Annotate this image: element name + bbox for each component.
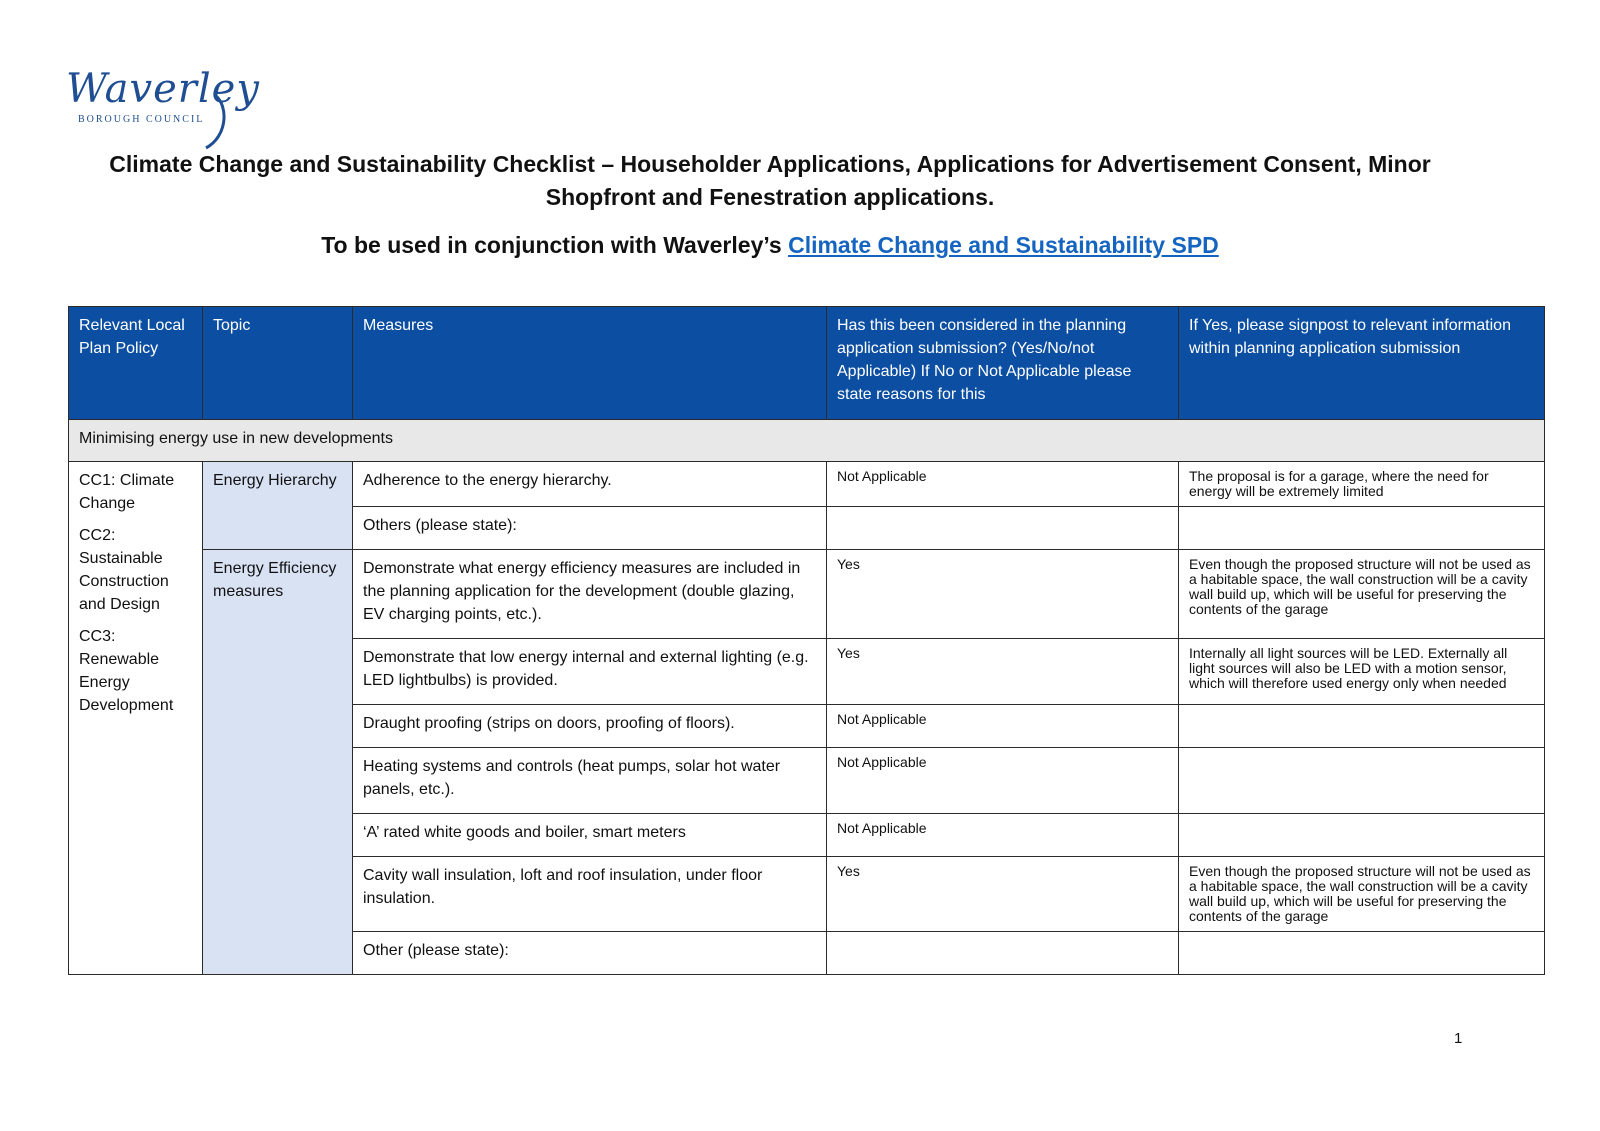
measure-cell: Adherence to the energy hierarchy. bbox=[353, 462, 827, 507]
header-policy: Relevant Local Plan Policy bbox=[69, 307, 203, 420]
policy-cc1: CC1: Climate Change bbox=[79, 472, 175, 512]
page-number: 1 bbox=[1454, 1030, 1463, 1047]
logo-wordmark: Waverley bbox=[66, 66, 260, 112]
document-title: Climate Change and Sustainability Checklist – Householder Applications, Applications for Advertisement Consent, Minor Shopfront and Fenestration applications. bbox=[109, 151, 1431, 210]
table-header-row bbox=[69, 307, 1545, 420]
measure-cell: Cavity wall insulation, loft and roof insulation, under floor insulation. bbox=[353, 857, 827, 932]
considered-cell: Not Applicable bbox=[827, 748, 1179, 814]
section-title: Minimising energy use in new developments bbox=[69, 420, 1545, 462]
considered-cell: Not Applicable bbox=[827, 462, 1179, 507]
table-row bbox=[69, 462, 1545, 507]
measure-cell: Heating systems and controls (heat pumps, solar hot water panels, etc.). bbox=[353, 748, 827, 814]
signpost-cell: Internally all light sources will be LED. Externally all light sources will also be LED with a motion sensor, which will therefore used energy only when needed bbox=[1179, 639, 1545, 705]
document-subtitle bbox=[90, 228, 1450, 262]
header-considered: Has this been considered in the planning application submission? (Yes/No/not Applicable) If No or Not Applicable please state reasons for this bbox=[827, 307, 1179, 420]
subtitle-prefix: To be used in conjunction with Waverley’s bbox=[321, 232, 789, 258]
considered-cell: Not Applicable bbox=[827, 814, 1179, 857]
measure-cell: Other (please state): bbox=[353, 932, 827, 975]
logo-subtitle: BOROUGH COUNCIL bbox=[78, 114, 205, 125]
signpost-cell: The proposal is for a garage, where the need for energy will be extremely limited bbox=[1179, 462, 1545, 507]
table-row bbox=[69, 550, 1545, 639]
topic-energy-efficiency: Energy Efficiency measures bbox=[203, 550, 353, 975]
measure-cell: Others (please state): bbox=[353, 507, 827, 550]
measure-cell: Draught proofing (strips on doors, proofing of floors). bbox=[353, 705, 827, 748]
signpost-cell bbox=[1179, 748, 1545, 814]
considered-cell bbox=[827, 932, 1179, 975]
considered-cell: Yes bbox=[827, 857, 1179, 932]
measure-cell: ‘A’ rated white goods and boiler, smart meters bbox=[353, 814, 827, 857]
considered-cell: Not Applicable bbox=[827, 705, 1179, 748]
council-logo bbox=[66, 66, 260, 154]
signpost-cell bbox=[1179, 507, 1545, 550]
checklist-table bbox=[68, 306, 1545, 975]
header-signpost: If Yes, please signpost to relevant information within planning application submission bbox=[1179, 307, 1545, 420]
considered-cell: Yes bbox=[827, 639, 1179, 705]
spd-link[interactable]: Climate Change and Sustainability SPD bbox=[788, 232, 1219, 258]
topic-energy-hierarchy: Energy Hierarchy bbox=[203, 462, 353, 550]
signpost-cell bbox=[1179, 705, 1545, 748]
considered-cell bbox=[827, 507, 1179, 550]
header-topic: Topic bbox=[203, 307, 353, 420]
measure-cell: Demonstrate that low energy internal and external lighting (e.g. LED lightbulbs) is provided. bbox=[353, 639, 827, 705]
policy-cell bbox=[69, 462, 203, 975]
header-measures: Measures bbox=[353, 307, 827, 420]
signpost-cell: Even though the proposed structure will not be used as a habitable space, the wall construction will be a cavity wall build up, which will be useful for preserving the contents of the garage bbox=[1179, 857, 1545, 932]
policy-cc3: CC3: Renewable Energy Development bbox=[79, 628, 174, 714]
policy-cc2: CC2: Sustainable Construction and Design bbox=[79, 527, 169, 613]
signpost-cell bbox=[1179, 814, 1545, 857]
signpost-cell bbox=[1179, 932, 1545, 975]
signpost-cell: Even though the proposed structure will not be used as a habitable space, the wall construction will be a cavity wall build up, which will be useful for preserving the contents of the garage bbox=[1179, 550, 1545, 639]
measure-cell: Demonstrate what energy efficiency measures are included in the planning application for the development (double glazing, EV charging points, etc.). bbox=[353, 550, 827, 639]
considered-cell: Yes bbox=[827, 550, 1179, 639]
section-row bbox=[69, 420, 1545, 462]
